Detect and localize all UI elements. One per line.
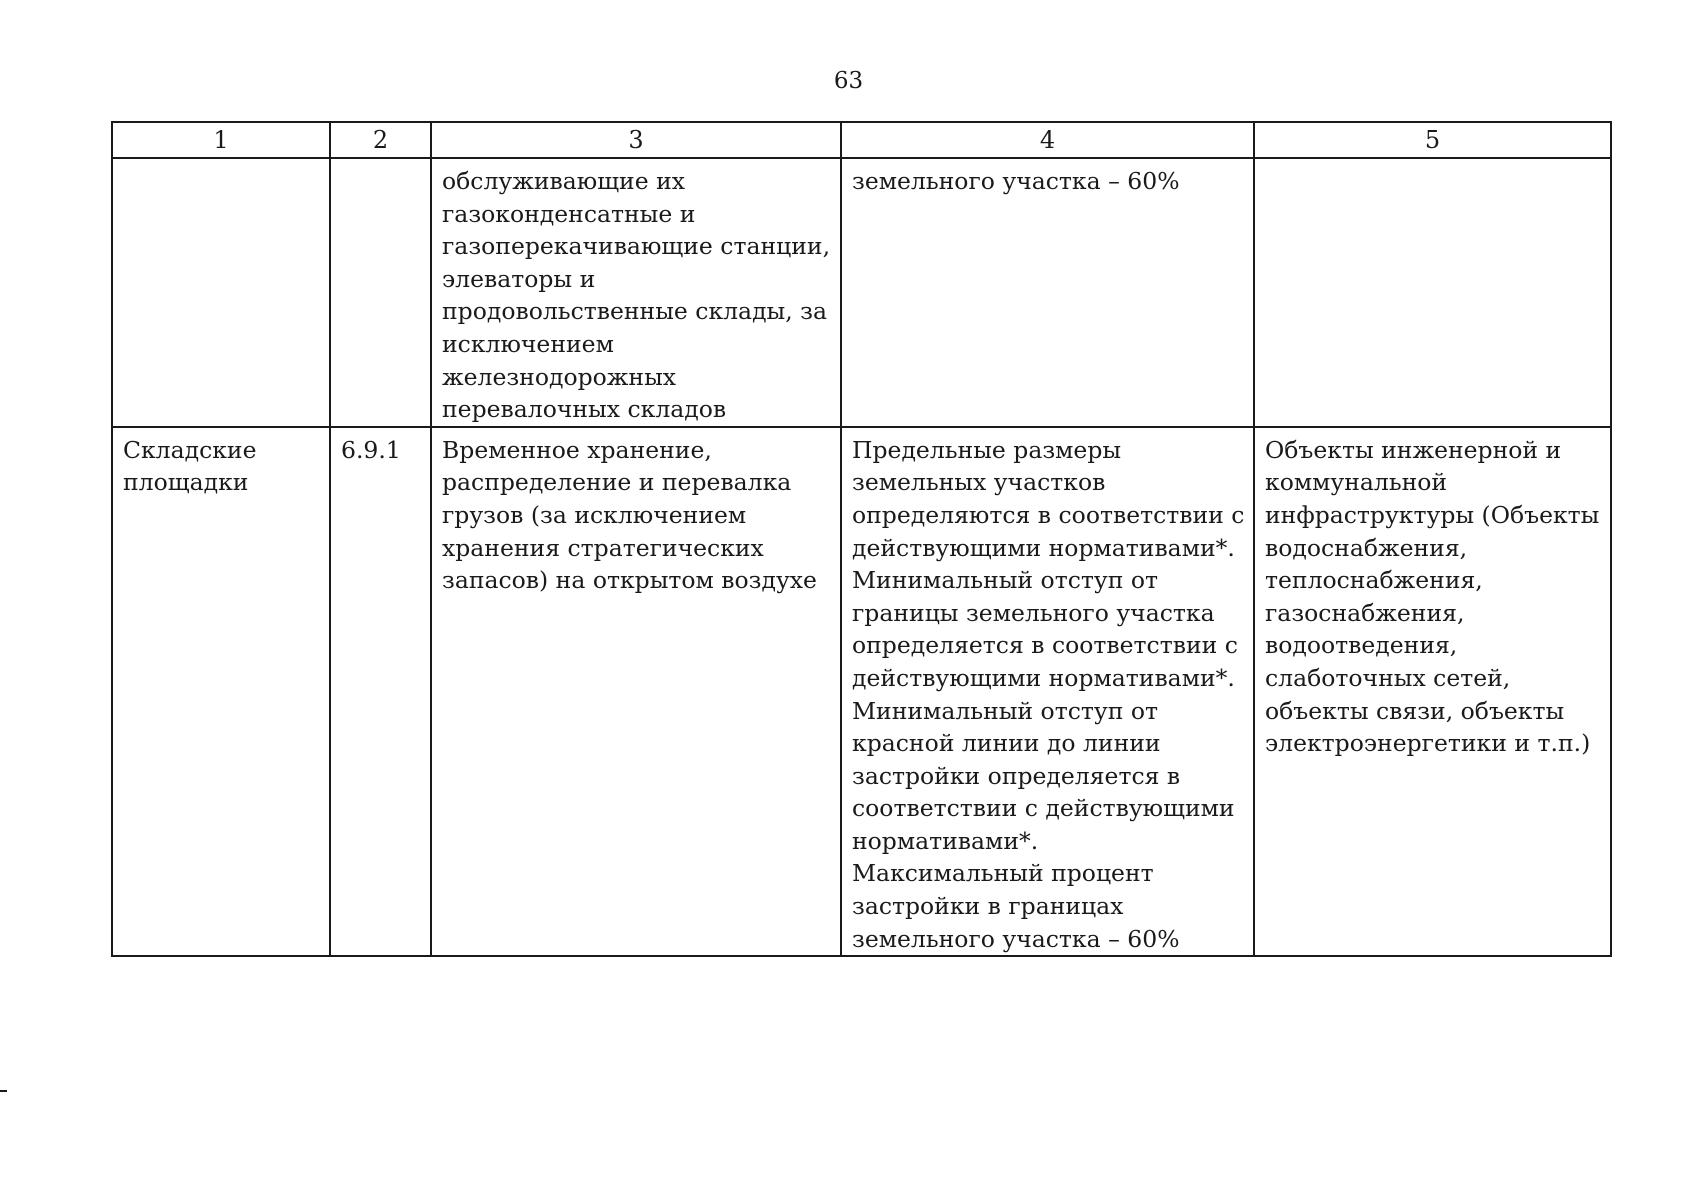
cell-text-line: теплоснабжения,: [1265, 566, 1483, 595]
cell-parameters: [841, 158, 1254, 427]
cell-text-line: водоснабжения,: [1265, 533, 1468, 562]
cell-code: [330, 427, 431, 957]
cell-auxiliary-uses: [1254, 427, 1611, 957]
cell-use-type: [112, 427, 330, 957]
table-row: [112, 427, 1611, 957]
cell-text-line: перевалочных складов: [442, 395, 727, 424]
cell-text-line: обслуживающие их: [442, 167, 685, 195]
cell-text-line: застройки определяется в: [852, 761, 1181, 790]
cell-text-line: исключением: [442, 329, 614, 358]
page-number: 63: [833, 68, 864, 94]
cell-use-type: [112, 158, 330, 427]
cell-text-line: хранения стратегических: [442, 533, 764, 562]
cell-text-line: объекты связи, объекты: [1265, 696, 1565, 725]
cell-text-line: Минимальный отступ от: [852, 566, 1158, 595]
header-col-4: 4: [841, 122, 1254, 158]
cell-text-line: Складские: [123, 435, 257, 464]
cell-text-line: Временное хранение,: [442, 435, 712, 464]
cell-text-line: газоперекачивающие станции,: [442, 232, 831, 261]
cell-text-line: грузов (за исключением: [442, 500, 747, 529]
cell-code: [330, 158, 431, 427]
cell-text-line: определяется в соответствии с: [852, 631, 1238, 660]
cell-text-line: соответствии с действующими: [852, 794, 1235, 823]
table-row: [112, 158, 1611, 427]
table-header-row: [112, 122, 1611, 158]
cell-text-line: Предельные размеры: [852, 435, 1122, 464]
cell-auxiliary-uses: [1254, 158, 1611, 427]
cell-text-line: инфраструктуры (Объекты: [1265, 500, 1600, 529]
cell-text-line: газоснабжения,: [1265, 598, 1465, 627]
cell-text-line: действующими нормативами*.: [852, 533, 1235, 562]
cell-text-line: определяются в соответствии с: [852, 500, 1245, 529]
cell-text-line: коммунальной: [1265, 468, 1448, 497]
cell-text-line: Минимальный отступ от: [852, 696, 1158, 725]
cell-description: [431, 427, 841, 957]
cell-text-line: нормативами*.: [852, 826, 1039, 855]
cell-text-line: земельного участка – 60%: [852, 924, 1180, 953]
cell-text-line: земельных участков: [852, 468, 1106, 497]
cell-text-line: водоотведения,: [1265, 631, 1458, 660]
cell-text-line: запасов) на открытом воздухе: [442, 566, 817, 595]
cell-text-line: границы земельного участка: [852, 598, 1215, 627]
cell-text-line: Объекты инженерной и: [1265, 435, 1562, 464]
header-col-2: 2: [330, 122, 431, 158]
cell-text-line: продовольственные склады, за: [442, 297, 828, 326]
header-col-3: 3: [431, 122, 841, 158]
cell-text-line: красной линии до линии: [852, 729, 1161, 758]
cell-text-line: элеваторы и: [442, 264, 596, 293]
cell-text-line: 6.9.1: [341, 435, 401, 464]
header-col-5: 5: [1254, 122, 1611, 158]
cell-text-line: распределение и перевалка: [442, 468, 792, 497]
cell-text-line: газоконденсатные и: [442, 199, 696, 228]
cell-description: [431, 158, 841, 427]
cell-text-line: слаботочных сетей,: [1265, 663, 1511, 692]
cell-text-line: застройки в границах: [852, 892, 1124, 921]
cell-text-line: действующими нормативами*.: [852, 663, 1235, 692]
cell-parameters: [841, 427, 1254, 957]
header-col-1: 1: [112, 122, 330, 158]
scan-edge-mark: [0, 1090, 7, 1092]
cell-text-line: земельного участка – 60%: [852, 167, 1180, 195]
cell-text-line: площадки: [123, 468, 249, 497]
land-use-table: [111, 121, 1612, 957]
cell-text-line: железнодорожных: [442, 362, 677, 391]
cell-text-line: электроэнергетики и т.п.): [1265, 729, 1591, 758]
cell-text-line: Максимальный процент: [852, 859, 1154, 888]
